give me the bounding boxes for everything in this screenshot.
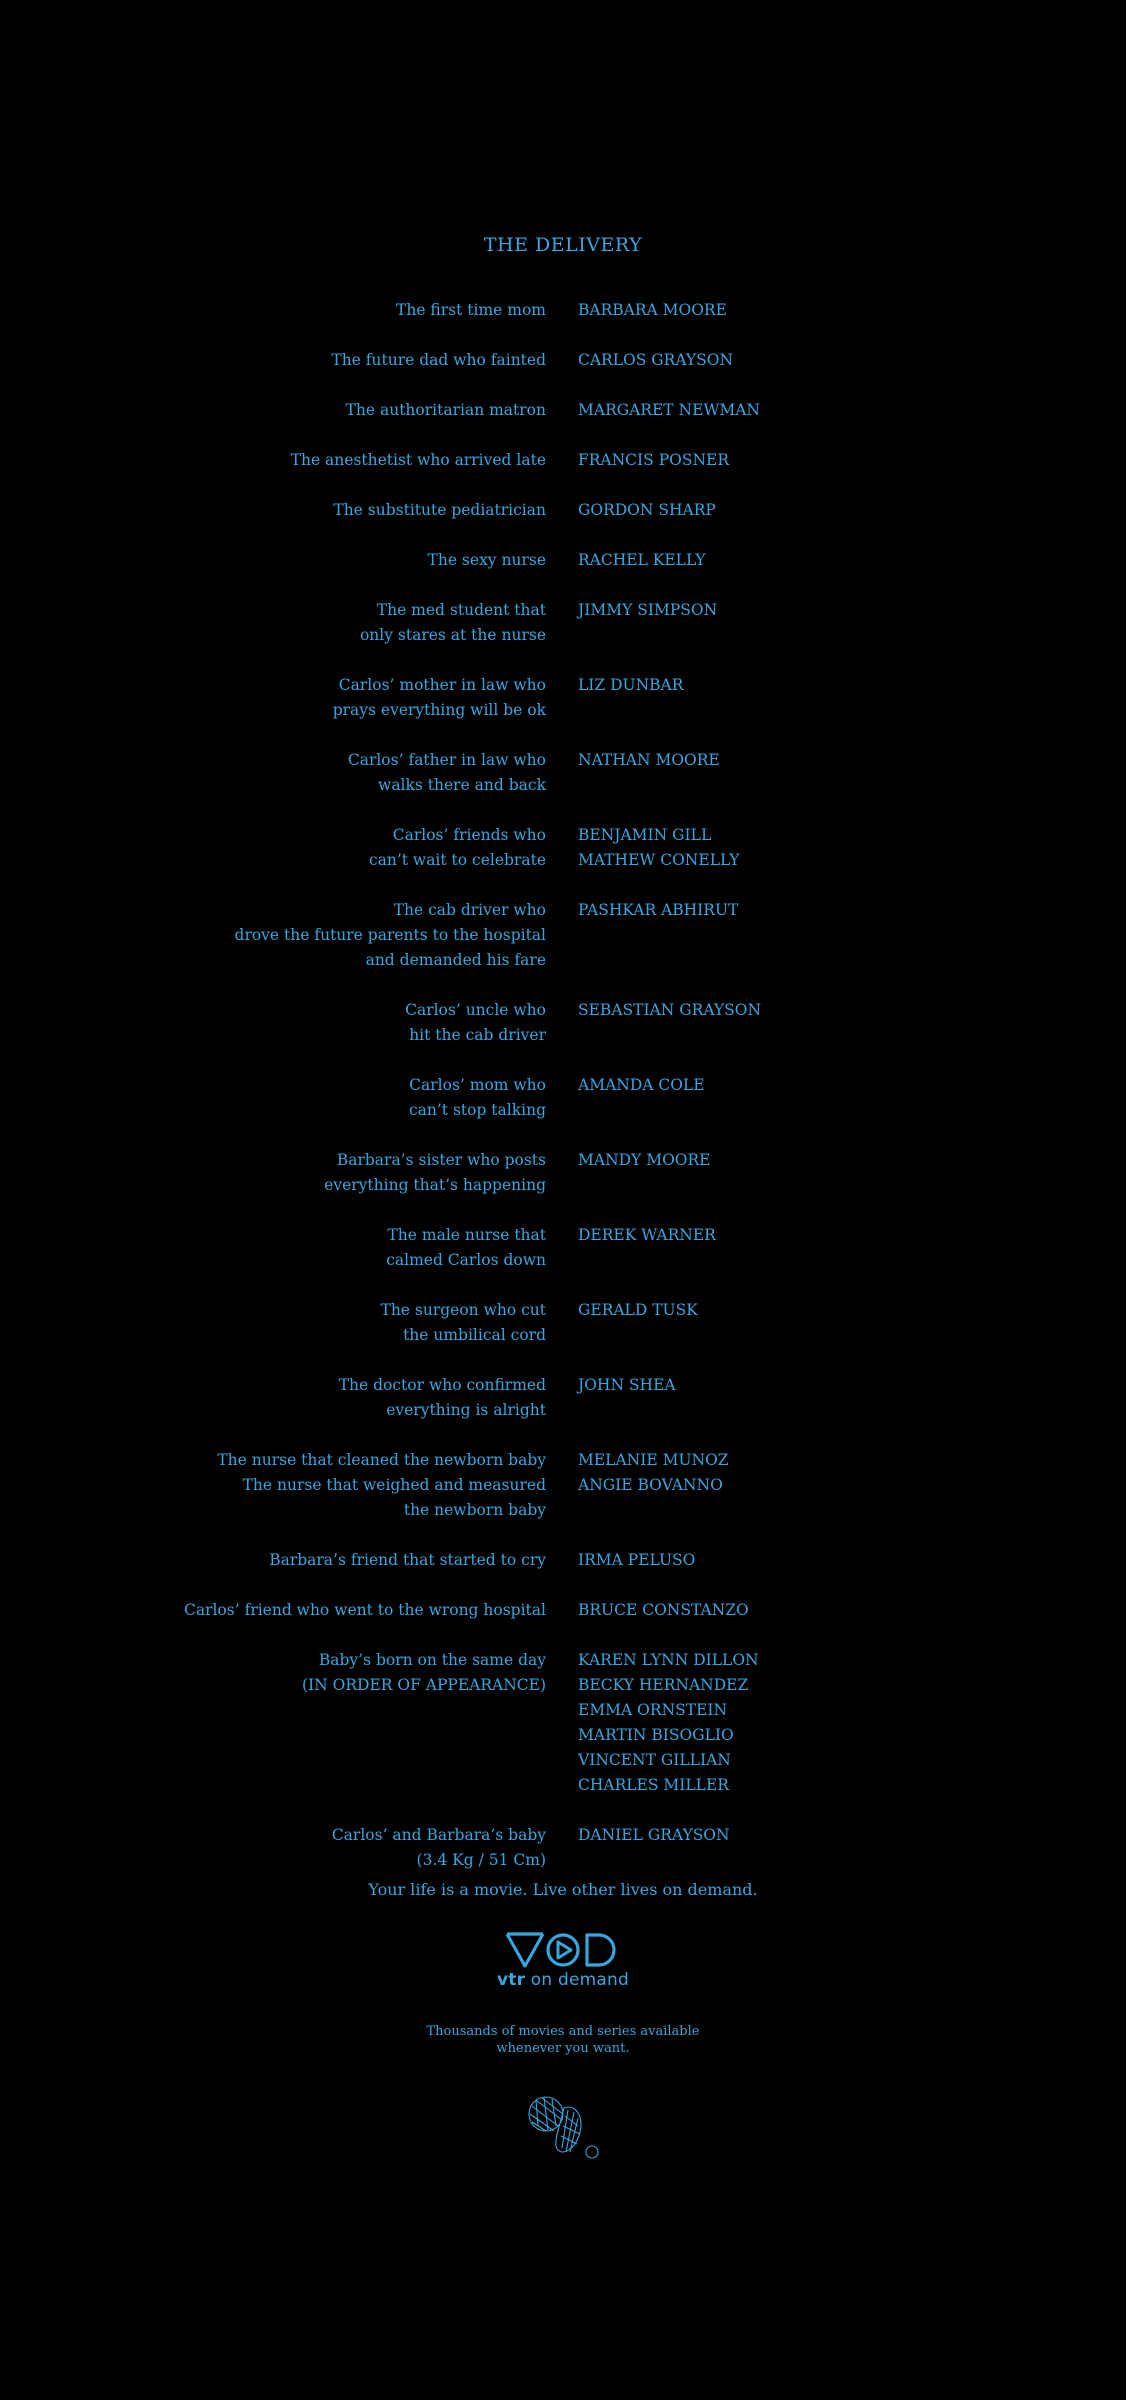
tagline: Your life is a movie. Live other lives on demand.	[368, 1880, 758, 1899]
credit-row	[0, 398, 1126, 423]
credit-row	[0, 823, 1126, 873]
credit-row	[0, 298, 1126, 323]
credit-gap	[546, 498, 578, 523]
credit-names	[578, 1073, 978, 1123]
credit-names	[578, 1648, 978, 1798]
credit-role: The med student that only stares at the nurse	[359, 601, 546, 644]
credit-names	[578, 1598, 978, 1623]
sub-tagline: Thousands of movies and series available whenever you want.	[426, 2024, 700, 2056]
credit-row	[0, 673, 1126, 723]
credit-gap	[546, 1648, 578, 1798]
credit-row	[0, 1598, 1126, 1623]
credit-name: BARBARA MOORE	[578, 301, 727, 319]
credit-gap	[546, 1823, 578, 1873]
credits-list	[0, 298, 1126, 1898]
credit-name: JIMMY SIMPSON	[578, 601, 718, 619]
credit-role: The nurse that cleaned the newborn baby The nurse that weighed and measured the newborn baby	[217, 1451, 546, 1519]
credit-role: Carlos’ and Barbara’s baby (3.4 Kg / 51 Cm)	[331, 1826, 546, 1869]
credit-gap	[546, 1548, 578, 1573]
credit-name: NATHAN MOORE	[578, 751, 720, 769]
credit-name: GORDON SHARP	[578, 501, 716, 519]
credit-name: SEBASTIAN GRAYSON	[578, 1001, 762, 1019]
credit-role: Barbara’s friend that started to cry	[269, 1551, 546, 1569]
credit-name: MELANIE MUNOZ	[578, 1451, 729, 1469]
credit-gap	[546, 673, 578, 723]
credit-role: Carlos’ friend who went to the wrong hospital	[183, 1601, 546, 1619]
credit-role: Carlos’ mom who can’t stop talking	[408, 1076, 546, 1119]
credit-row	[0, 598, 1126, 648]
credit-row	[0, 548, 1126, 573]
credit-names	[578, 498, 978, 523]
credit-role: The future dad who fainted	[331, 351, 546, 369]
credit-role: The substitute pediatrician	[333, 501, 546, 519]
credit-gap	[546, 1598, 578, 1623]
credit-row	[0, 1223, 1126, 1273]
credit-role: Carlos’ father in law who walks there and back	[347, 751, 546, 794]
credit-name: VINCENT GILLIAN	[578, 1751, 731, 1769]
credit-name: PASHKAR ABHIRUT	[578, 901, 739, 919]
credit-row	[0, 1073, 1126, 1123]
credit-names	[578, 1298, 978, 1348]
credit-name: DEREK WARNER	[578, 1226, 716, 1244]
credit-names	[578, 548, 978, 573]
credit-gap	[546, 898, 578, 973]
credit-role: Baby’s born on the same day (IN ORDER OF APPEARANCE)	[302, 1651, 546, 1694]
credit-row	[0, 348, 1126, 373]
credit-name: BENJAMIN GILL	[578, 826, 712, 844]
credit-name: ANGIE BOVANNO	[578, 1476, 723, 1494]
credit-row	[0, 1548, 1126, 1573]
credit-role: The sexy nurse	[427, 551, 546, 569]
credit-names	[578, 748, 978, 798]
credit-role: The first time mom	[396, 301, 546, 319]
credit-names	[578, 673, 978, 723]
credit-name: IRMA PELUSO	[578, 1551, 696, 1569]
credit-gap	[546, 1223, 578, 1273]
credit-names	[578, 598, 978, 648]
credit-names	[578, 1823, 978, 1873]
credit-name: KAREN LYNN DILLON	[578, 1651, 759, 1669]
credit-row	[0, 1823, 1126, 1873]
credit-role: Carlos’ friends who can’t wait to celebrate	[368, 826, 546, 869]
credit-row	[0, 1298, 1126, 1348]
credit-gap	[546, 348, 578, 373]
credit-gap	[546, 1448, 578, 1523]
credit-row	[0, 498, 1126, 523]
credit-name: DANIEL GRAYSON	[578, 1826, 730, 1844]
credit-name: EMMA ORNSTEIN	[578, 1701, 728, 1719]
credit-name: MATHEW CONELLY	[578, 851, 740, 869]
credit-gap	[546, 748, 578, 798]
credit-role: The anesthetist who arrived late	[290, 451, 546, 469]
credit-name: GERALD TUSK	[578, 1301, 698, 1319]
credit-role: The surgeon who cut the umbilical cord	[380, 1301, 546, 1344]
credit-row	[0, 1648, 1126, 1798]
credit-row	[0, 1448, 1126, 1523]
credit-gap	[546, 548, 578, 573]
credit-name: LIZ DUNBAR	[578, 676, 684, 694]
credit-gap	[546, 398, 578, 423]
credit-name: BRUCE CONSTANZO	[578, 1601, 749, 1619]
credit-names	[578, 1148, 978, 1198]
credit-names	[578, 1448, 978, 1523]
credit-row	[0, 998, 1126, 1048]
credit-gap	[546, 1373, 578, 1423]
credit-name: JOHN SHEA	[578, 1376, 676, 1394]
credit-name: RACHEL KELLY	[578, 551, 706, 569]
credit-row	[0, 1373, 1126, 1423]
credit-role: The cab driver who drove the future parents to the hospital and demanded his fare	[234, 901, 546, 969]
credit-gap	[546, 998, 578, 1048]
page-title: THE DELIVERY	[483, 234, 643, 256]
credit-name: AMANDA COLE	[578, 1076, 705, 1094]
credit-names	[578, 823, 978, 873]
credit-gap	[546, 448, 578, 473]
on-demand-text: on demand	[525, 1970, 629, 1990]
credit-name: MANDY MOORE	[578, 1151, 711, 1169]
credit-names	[578, 1223, 978, 1273]
credit-row	[0, 898, 1126, 973]
credit-gap	[546, 598, 578, 648]
vtr-brand-mark-icon	[518, 2086, 608, 2166]
vtr-brand: vtr	[497, 1970, 526, 1990]
credit-gap	[546, 1298, 578, 1348]
credit-name: FRANCIS POSNER	[578, 451, 730, 469]
credit-names	[578, 398, 978, 423]
credit-gap	[546, 823, 578, 873]
credit-name: BECKY HERNANDEZ	[578, 1676, 749, 1694]
credit-name: CARLOS GRAYSON	[578, 351, 734, 369]
vtr-logo-text	[0, 1970, 1126, 1990]
credit-row	[0, 748, 1126, 798]
credit-role: The male nurse that calmed Carlos down	[386, 1226, 546, 1269]
credit-name: MARTIN BISOGLIO	[578, 1726, 734, 1744]
credit-row	[0, 1148, 1126, 1198]
credit-role: The doctor who confirmed everything is alright	[338, 1376, 546, 1419]
credit-names	[578, 998, 978, 1048]
credit-name: CHARLES MILLER	[578, 1776, 729, 1794]
credit-role: Carlos’ mother in law who prays everything will be ok	[332, 676, 546, 719]
credit-names	[578, 1373, 978, 1423]
credit-role: The authoritarian matron	[345, 401, 546, 419]
credit-row	[0, 448, 1126, 473]
credit-gap	[546, 1148, 578, 1198]
credit-names	[578, 898, 978, 973]
credit-names	[578, 348, 978, 373]
credit-name: MARGARET NEWMAN	[578, 401, 760, 419]
credit-role: Carlos’ uncle who hit the cab driver	[405, 1001, 546, 1044]
credit-gap	[546, 1073, 578, 1123]
credit-role: Barbara’s sister who posts everything that’s happening	[324, 1151, 546, 1194]
credit-gap	[546, 298, 578, 323]
credit-names	[578, 1548, 978, 1573]
credit-names	[578, 448, 978, 473]
credit-names	[578, 298, 978, 323]
